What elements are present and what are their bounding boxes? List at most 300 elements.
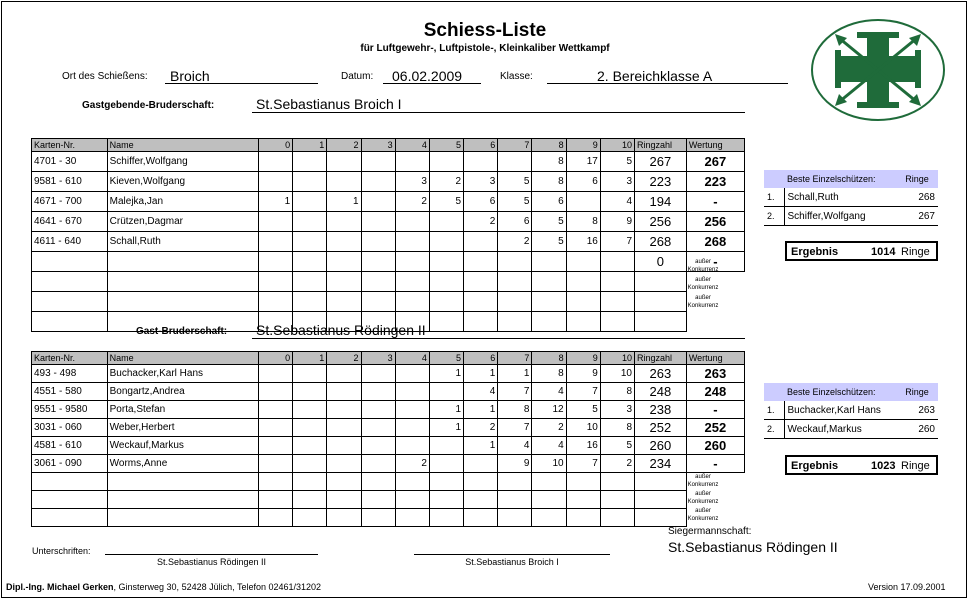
hits-cell xyxy=(361,212,395,232)
empty-cell xyxy=(566,491,600,509)
empty-cell xyxy=(532,292,566,312)
empty-cell xyxy=(107,473,258,491)
best-rank: 2. xyxy=(764,420,784,439)
name-cell: Weckauf,Markus xyxy=(107,437,258,455)
hits-cell xyxy=(327,401,361,419)
hits-cell xyxy=(327,419,361,437)
table-row xyxy=(32,212,745,232)
hits-cell xyxy=(566,192,600,212)
best-name: Buchacker,Karl Hans xyxy=(784,401,896,420)
ringzahl-cell: 263 xyxy=(635,365,687,383)
column-header: 0 xyxy=(258,139,292,152)
ringzahl-cell: 252 xyxy=(635,419,687,437)
table-row xyxy=(32,437,745,455)
hits-cell: 3 xyxy=(600,172,634,192)
hits-cell: 1 xyxy=(464,365,498,383)
signatures-label: Unterschriften: xyxy=(32,546,91,556)
empty-cell xyxy=(258,292,292,312)
club-logo xyxy=(809,18,947,122)
hits-cell xyxy=(327,383,361,401)
hits-cell xyxy=(429,437,463,455)
hits-cell: 8 xyxy=(532,152,566,172)
empty-cell xyxy=(258,491,292,509)
hits-cell xyxy=(532,252,566,272)
hits-cell: 12 xyxy=(532,401,566,419)
empty-cell xyxy=(327,473,361,491)
hits-cell: 2 xyxy=(464,419,498,437)
hits-cell xyxy=(327,455,361,473)
guest-line xyxy=(252,338,745,339)
empty-cell xyxy=(600,272,634,292)
hits-cell xyxy=(395,419,429,437)
hits-cell xyxy=(258,383,292,401)
ringzahl-cell: 256 xyxy=(635,212,687,232)
empty-cell xyxy=(429,509,463,527)
host-ergebnis-box xyxy=(785,241,938,261)
guest-best-table xyxy=(764,383,938,439)
hits-cell xyxy=(464,455,498,473)
hits-cell: 1 xyxy=(429,419,463,437)
hits-cell xyxy=(566,252,600,272)
column-header: 9 xyxy=(566,139,600,152)
karten-nr-cell: 4581 - 610 xyxy=(32,437,108,455)
karten-nr-cell: 9551 - 9580 xyxy=(32,401,108,419)
empty-cell xyxy=(429,312,463,332)
empty-cell xyxy=(395,491,429,509)
signature-line-right xyxy=(414,554,610,555)
hits-cell: 6 xyxy=(532,192,566,212)
column-header: Wertung xyxy=(686,139,744,152)
hits-cell xyxy=(498,152,532,172)
empty-cell xyxy=(361,509,395,527)
best-name: Schiffer,Wolfgang xyxy=(784,207,896,226)
host-label: Gastgebende-Bruderschaft: xyxy=(82,100,215,111)
hits-cell: 2 xyxy=(532,419,566,437)
hits-cell: 3 xyxy=(464,172,498,192)
footer-version: Version 17.09.2001 xyxy=(868,582,946,592)
table-row xyxy=(32,272,745,292)
name-cell: Worms,Anne xyxy=(107,455,258,473)
hits-cell: 1 xyxy=(464,437,498,455)
column-header: Wertung xyxy=(686,352,744,365)
name-cell: Weber,Herbert xyxy=(107,419,258,437)
hits-cell: 7 xyxy=(498,383,532,401)
hits-cell: 2 xyxy=(395,192,429,212)
ringzahl-cell: 268 xyxy=(635,232,687,252)
guest-ausser-2: außer Konkurrenz xyxy=(687,491,719,505)
empty-cell xyxy=(635,312,687,332)
best-ringe: 268 xyxy=(896,188,938,207)
hits-cell xyxy=(361,365,395,383)
empty-cell xyxy=(464,272,498,292)
hits-cell: 4 xyxy=(532,383,566,401)
hits-cell: 5 xyxy=(600,437,634,455)
hits-cell: 4 xyxy=(464,383,498,401)
hits-cell: 9 xyxy=(498,455,532,473)
ergebnis-label: Ergebnis xyxy=(791,246,839,258)
hits-cell: 4 xyxy=(532,437,566,455)
wertung-cell: 260 xyxy=(686,437,744,455)
column-header: 3 xyxy=(361,352,395,365)
hits-cell: 4 xyxy=(600,192,634,212)
hits-cell xyxy=(258,232,292,252)
hits-cell: 4 xyxy=(498,437,532,455)
hits-cell: 5 xyxy=(532,212,566,232)
hits-cell: 3 xyxy=(395,172,429,192)
column-header: Karten-Nr. xyxy=(32,139,108,152)
best-rank: 1. xyxy=(764,401,784,420)
ringzahl-cell: 234 xyxy=(635,455,687,473)
hits-cell xyxy=(429,455,463,473)
hits-cell xyxy=(429,383,463,401)
host-ausser-3: außer Konkurrenz xyxy=(687,295,719,309)
column-header: 3 xyxy=(361,139,395,152)
hits-cell xyxy=(327,212,361,232)
hits-cell: 5 xyxy=(498,192,532,212)
table-row xyxy=(32,252,745,272)
empty-cell xyxy=(107,509,258,527)
hits-cell: 10 xyxy=(532,455,566,473)
column-header: Ringzahl xyxy=(635,352,687,365)
hits-cell: 2 xyxy=(395,455,429,473)
hits-cell xyxy=(293,365,327,383)
best-header: Beste Einzelschützen: xyxy=(784,170,896,188)
empty-cell xyxy=(532,272,566,292)
guest-label: Gast-Bruderschaft: xyxy=(136,326,228,337)
table-row xyxy=(32,172,745,192)
hits-cell: 8 xyxy=(600,383,634,401)
signature-right-name: St.Sebastianus Broich I xyxy=(465,557,559,567)
hits-cell: 1 xyxy=(498,365,532,383)
hits-cell xyxy=(361,401,395,419)
empty-cell xyxy=(532,312,566,332)
empty-cell xyxy=(32,292,108,312)
hits-cell xyxy=(293,437,327,455)
column-header: Name xyxy=(107,352,258,365)
hits-cell xyxy=(395,212,429,232)
hits-cell xyxy=(327,365,361,383)
hits-cell: 1 xyxy=(258,192,292,212)
empty-cell xyxy=(566,473,600,491)
hits-cell xyxy=(395,365,429,383)
empty-cell xyxy=(635,491,687,509)
hits-cell xyxy=(361,252,395,272)
name-cell: Malejka,Jan xyxy=(107,192,258,212)
guest-ergebnis-box xyxy=(785,455,938,475)
column-header: Karten-Nr. xyxy=(32,352,108,365)
hits-cell xyxy=(361,172,395,192)
hits-cell: 8 xyxy=(532,365,566,383)
hits-cell xyxy=(361,419,395,437)
hits-cell: 2 xyxy=(600,455,634,473)
karten-nr-cell: 4611 - 640 xyxy=(32,232,108,252)
column-header: 10 xyxy=(600,139,634,152)
table-row xyxy=(32,473,745,491)
hits-cell: 5 xyxy=(566,401,600,419)
table-row xyxy=(32,419,745,437)
hits-cell xyxy=(293,172,327,192)
empty-cell xyxy=(566,292,600,312)
column-header: 1 xyxy=(293,352,327,365)
hits-cell xyxy=(361,455,395,473)
ringzahl-cell: 248 xyxy=(635,383,687,401)
hits-cell: 7 xyxy=(566,455,600,473)
name-cell: Bongartz,Andrea xyxy=(107,383,258,401)
table-row xyxy=(32,455,745,473)
empty-cell xyxy=(686,312,744,332)
column-header: 2 xyxy=(327,139,361,152)
empty-cell xyxy=(293,473,327,491)
karten-nr-cell: 3061 - 090 xyxy=(32,455,108,473)
table-row xyxy=(32,365,745,383)
hits-cell xyxy=(464,232,498,252)
empty-cell xyxy=(429,491,463,509)
karten-nr-cell: 9581 - 610 xyxy=(32,172,108,192)
empty-cell xyxy=(361,473,395,491)
empty-cell xyxy=(293,272,327,292)
hits-cell xyxy=(395,252,429,272)
empty-cell xyxy=(395,473,429,491)
klasse-line xyxy=(547,83,788,84)
hits-cell xyxy=(293,192,327,212)
hits-cell xyxy=(258,172,292,192)
empty-cell xyxy=(498,292,532,312)
hits-cell xyxy=(429,232,463,252)
empty-cell xyxy=(635,509,687,527)
empty-cell xyxy=(258,272,292,292)
hits-cell xyxy=(600,252,634,272)
empty-cell xyxy=(395,292,429,312)
wertung-cell: - xyxy=(686,252,744,272)
empty-cell xyxy=(327,292,361,312)
footer-address: , Ginsterweg 30, 52428 Jülich, Telefon 02461/31202 xyxy=(113,582,322,592)
empty-cell xyxy=(635,292,687,312)
hits-cell xyxy=(327,232,361,252)
hits-cell xyxy=(258,401,292,419)
hits-cell xyxy=(293,401,327,419)
datum-value: 06.02.2009 xyxy=(392,68,463,84)
guest-ausser-1: außer Konkurrenz xyxy=(687,474,719,488)
hits-cell: 10 xyxy=(600,365,634,383)
hits-cell xyxy=(258,152,292,172)
karten-nr-cell: 4701 - 30 xyxy=(32,152,108,172)
hits-cell xyxy=(429,252,463,272)
wertung-cell: - xyxy=(686,455,744,473)
karten-nr-cell: 4671 - 700 xyxy=(32,192,108,212)
hits-cell: 8 xyxy=(600,419,634,437)
empty-cell xyxy=(498,509,532,527)
empty-cell xyxy=(361,292,395,312)
footer-author: Dipl.-Ing. Michael Gerken xyxy=(6,582,114,592)
host-ausser-2: außer Konkurrenz xyxy=(687,277,719,291)
table-row xyxy=(32,491,745,509)
hits-cell xyxy=(293,419,327,437)
best-name: Schall,Ruth xyxy=(784,188,896,207)
klasse-label: Klasse: xyxy=(500,71,533,82)
hits-cell: 5 xyxy=(498,172,532,192)
name-cell: Schall,Ruth xyxy=(107,232,258,252)
empty-cell xyxy=(32,272,108,292)
hits-cell: 1 xyxy=(464,401,498,419)
column-header: 1 xyxy=(293,139,327,152)
hits-cell: 10 xyxy=(566,419,600,437)
table-row xyxy=(32,509,745,527)
hits-cell xyxy=(258,365,292,383)
host-score-table xyxy=(31,138,745,332)
ort-value: Broich xyxy=(170,68,210,84)
ringzahl-cell: 267 xyxy=(635,152,687,172)
karten-nr-cell xyxy=(32,252,108,272)
table-row xyxy=(32,292,745,312)
hits-cell: 1 xyxy=(327,192,361,212)
table-row xyxy=(32,192,745,212)
empty-cell xyxy=(429,272,463,292)
best-ringe: 263 xyxy=(896,401,938,420)
datum-line xyxy=(383,83,481,84)
empty-cell xyxy=(293,491,327,509)
hits-cell xyxy=(293,252,327,272)
table-row xyxy=(32,383,745,401)
empty-cell xyxy=(395,272,429,292)
empty-cell xyxy=(327,491,361,509)
hits-cell xyxy=(293,152,327,172)
hits-cell xyxy=(258,437,292,455)
signature-left-name: St.Sebastianus Rödingen II xyxy=(156,557,267,567)
hits-cell: 2 xyxy=(464,212,498,232)
hits-cell xyxy=(327,172,361,192)
hits-cell: 5 xyxy=(532,232,566,252)
hits-cell: 6 xyxy=(566,172,600,192)
empty-cell xyxy=(635,473,687,491)
hits-cell: 16 xyxy=(566,232,600,252)
hits-cell xyxy=(293,455,327,473)
guest-score-table xyxy=(31,351,745,527)
empty-cell xyxy=(32,491,108,509)
hits-cell: 16 xyxy=(566,437,600,455)
hits-cell: 5 xyxy=(600,152,634,172)
hits-cell xyxy=(361,437,395,455)
hits-cell xyxy=(395,232,429,252)
karten-nr-cell: 493 - 498 xyxy=(32,365,108,383)
empty-cell xyxy=(32,473,108,491)
empty-cell xyxy=(498,312,532,332)
host-name: St.Sebastianus Broich I xyxy=(256,96,402,112)
ergebnis-unit: Ringe xyxy=(901,460,930,472)
column-header: 7 xyxy=(498,139,532,152)
ringzahl-cell: 0 xyxy=(635,252,687,272)
klasse-value: 2. Bereichklasse A xyxy=(597,68,713,84)
hits-cell xyxy=(395,437,429,455)
hits-cell xyxy=(361,152,395,172)
hits-cell: 7 xyxy=(566,383,600,401)
column-header: 8 xyxy=(532,352,566,365)
empty-cell xyxy=(600,292,634,312)
empty-cell xyxy=(258,509,292,527)
sieger-label: Siegermannschaft: xyxy=(668,526,752,537)
empty-cell xyxy=(498,272,532,292)
ergebnis-unit: Ringe xyxy=(901,246,930,258)
hits-cell: 9 xyxy=(600,212,634,232)
empty-cell xyxy=(429,473,463,491)
hits-cell xyxy=(258,455,292,473)
wertung-cell: 248 xyxy=(686,383,744,401)
page-subtitle: für Luftgewehr-, Luftpistole-, Kleinkaliber Wettkampf xyxy=(360,43,610,54)
column-header: 5 xyxy=(429,352,463,365)
empty-cell xyxy=(32,312,108,332)
empty-cell xyxy=(566,272,600,292)
host-line xyxy=(252,112,745,113)
column-header: 6 xyxy=(464,352,498,365)
best-name: Weckauf,Markus xyxy=(784,420,896,439)
empty-cell xyxy=(464,491,498,509)
table-row xyxy=(32,152,745,172)
hits-cell: 5 xyxy=(429,192,463,212)
column-header: 5 xyxy=(429,139,463,152)
ringzahl-cell: 194 xyxy=(635,192,687,212)
best-rank: 1. xyxy=(764,188,784,207)
empty-cell xyxy=(532,473,566,491)
karten-nr-cell: 3031 - 060 xyxy=(32,419,108,437)
empty-cell xyxy=(600,312,634,332)
hits-cell: 2 xyxy=(498,232,532,252)
footer-credit xyxy=(6,582,321,592)
best-ringe: 267 xyxy=(896,207,938,226)
hits-cell xyxy=(258,252,292,272)
hits-cell: 17 xyxy=(566,152,600,172)
hits-cell xyxy=(327,437,361,455)
name-cell: Kieven,Wolfgang xyxy=(107,172,258,192)
hits-cell: 6 xyxy=(464,192,498,212)
hits-cell xyxy=(327,252,361,272)
empty-cell xyxy=(464,509,498,527)
column-header: 2 xyxy=(327,352,361,365)
empty-cell xyxy=(32,509,108,527)
host-ausser-1: außer Konkurrenz xyxy=(687,259,719,273)
wertung-cell: 252 xyxy=(686,419,744,437)
karten-nr-cell: 4551 - 580 xyxy=(32,383,108,401)
ringzahl-cell: 260 xyxy=(635,437,687,455)
best-rank: 2. xyxy=(764,207,784,226)
hits-cell xyxy=(258,212,292,232)
hits-cell xyxy=(395,401,429,419)
column-header: 4 xyxy=(395,352,429,365)
hits-cell: 7 xyxy=(600,232,634,252)
empty-cell xyxy=(293,509,327,527)
column-header: Ringzahl xyxy=(635,139,687,152)
empty-cell xyxy=(498,473,532,491)
column-header: 6 xyxy=(464,139,498,152)
column-header: 9 xyxy=(566,352,600,365)
empty-cell xyxy=(395,509,429,527)
column-header: 8 xyxy=(532,139,566,152)
wertung-cell: 263 xyxy=(686,365,744,383)
hits-cell xyxy=(361,192,395,212)
hits-cell: 9 xyxy=(566,365,600,383)
empty-cell xyxy=(361,272,395,292)
hits-cell xyxy=(429,212,463,232)
table-row xyxy=(32,232,745,252)
name-cell: Porta,Stefan xyxy=(107,401,258,419)
hits-cell xyxy=(464,252,498,272)
empty-cell xyxy=(464,292,498,312)
empty-cell xyxy=(361,491,395,509)
column-header: 10 xyxy=(600,352,634,365)
column-header: 0 xyxy=(258,352,292,365)
datum-label: Datum: xyxy=(341,71,374,82)
sieger-name: St.Sebastianus Rödingen II xyxy=(668,539,838,555)
hits-cell: 8 xyxy=(498,401,532,419)
empty-cell xyxy=(107,272,258,292)
